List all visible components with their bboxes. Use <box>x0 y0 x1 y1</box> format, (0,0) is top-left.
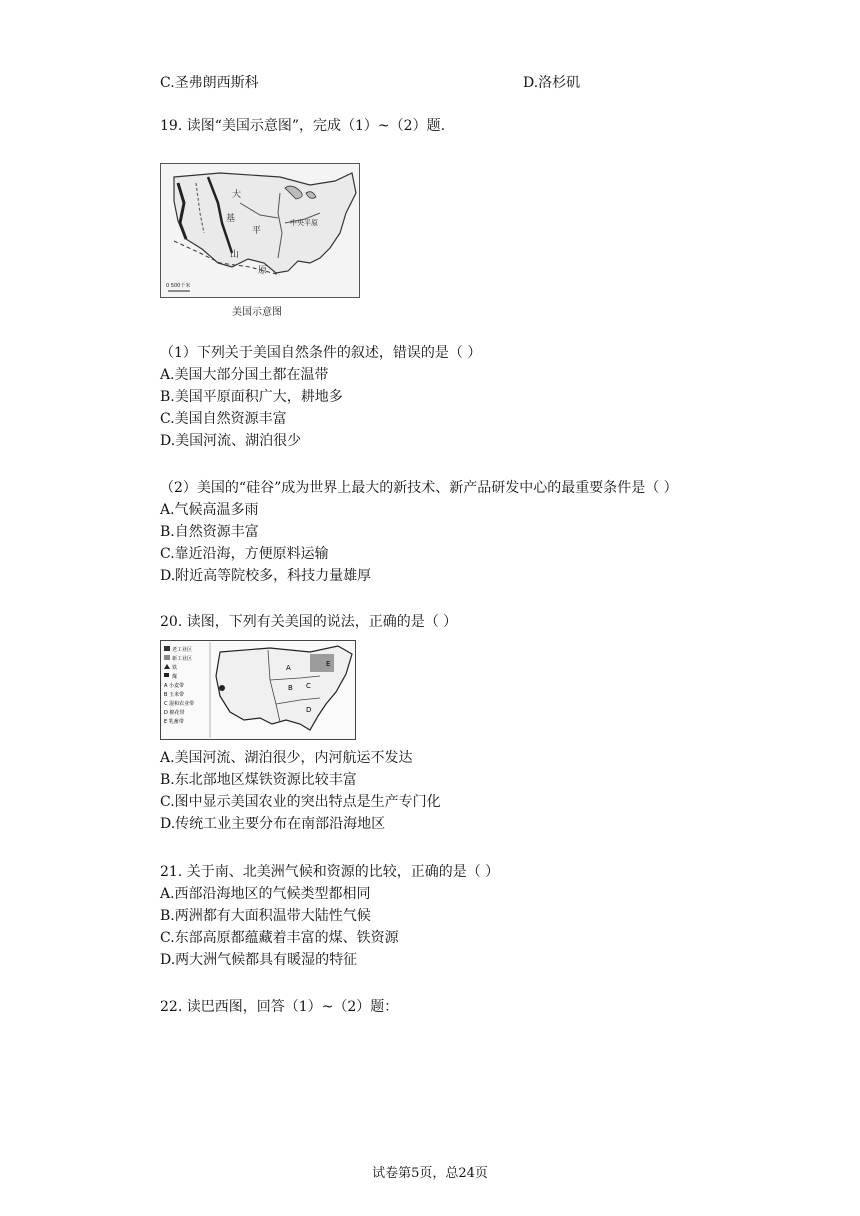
q19-sub1-option-c: C.美国自然资源丰富 <box>160 411 287 427</box>
q21-stem: 21. 关于南、北美洲气候和资源的比较，正确的是（ ） <box>160 864 500 880</box>
q20-option-b: B.东北部地区煤铁资源比较丰富 <box>160 772 357 788</box>
map-label-da: 大 <box>232 190 242 200</box>
map-caption: 美国示意图 <box>232 307 282 318</box>
q20-option-c: C.图中显示美国农业的突出特点是生产专门化 <box>160 794 441 810</box>
q20-option-d: D.传统工业主要分布在南部沿海地区 <box>160 816 386 832</box>
map-label-yuan: 原 <box>258 266 268 276</box>
map-label-shan: 山 <box>230 250 240 260</box>
q20-option-a: A.美国河流、湖泊很少，内河航运不发达 <box>160 750 413 766</box>
q20-stem: 20. 读图，下列有关美国的说法，正确的是（ ） <box>160 614 458 630</box>
q18-option-d: D.洛杉矶 <box>523 75 581 91</box>
legend-a: A 小麦带 <box>164 683 185 689</box>
q19-sub2-option-d: D.附近高等院校多，科技力量雄厚 <box>160 568 372 584</box>
legend-coal: 煤 <box>172 674 178 680</box>
legend-new-industry: 新工业区 <box>172 656 193 662</box>
legend-e: E 乳畜带 <box>164 719 184 725</box>
us-agriculture-industry-map <box>160 640 356 740</box>
legend-old-industry: 老工业区 <box>172 647 193 653</box>
us-sketch-map-figure <box>160 163 362 326</box>
q19-sub1-option-a: A.美国大部分国土都在温带 <box>160 367 329 383</box>
page-footer: 试卷第5页，总24页 <box>372 1166 488 1181</box>
q19-sub1-option-b: B.美国平原面积广大，耕地多 <box>160 389 343 405</box>
legend-iron: 铁 <box>172 665 178 671</box>
q19-sub2-option-c: C.靠近沿海，方便原料运输 <box>160 546 329 562</box>
map-label-central-plain: 中央平原 <box>290 219 318 227</box>
region-label-c: C <box>306 682 311 690</box>
region-label-b: B <box>288 684 293 692</box>
q21-option-b: B.两洲都有大面积温带大陆性气候 <box>160 908 371 924</box>
q19-sub1-option-d: D.美国河流、湖泊很少 <box>160 433 302 449</box>
region-label-e: E <box>326 660 331 668</box>
region-label-a: A <box>286 664 291 672</box>
q21-option-d: D.两大洲气候都具有暖湿的特征 <box>160 952 358 968</box>
q19-sub2-option-b: B.自然资源丰富 <box>160 524 259 540</box>
map-label-ji: 基 <box>226 214 236 224</box>
map-scale-text: 0 500千米 <box>166 283 191 289</box>
legend-d: D 棉花带 <box>164 710 185 716</box>
q21-option-a: A.西部沿海地区的气候类型都相同 <box>160 886 371 902</box>
q19-stem: 19. 读图“美国示意图”，完成（1）~（2）题. <box>160 118 446 134</box>
q19-sub2-stem: （2）美国的“硅谷”成为世界上最大的新技术、新产品研发中心的最重要条件是（ ） <box>160 480 678 496</box>
q19-sub1-stem: （1）下列关于美国自然条件的叙述，错误的是（ ） <box>160 345 482 361</box>
region-label-d: D <box>306 706 312 714</box>
q22-stem: 22. 读巴西图，回答（1）~（2）题： <box>160 999 399 1015</box>
legend-c: C 混和农业带 <box>164 701 195 707</box>
q18-option-c: C.圣弗朗西斯科 <box>160 75 259 91</box>
us-agriculture-industry-map-figure <box>160 640 356 747</box>
legend-b: B 玉米带 <box>164 692 185 698</box>
q21-option-c: C.东部高原都蕴藏着丰富的煤、铁资源 <box>160 930 399 946</box>
map-label-ping: 平 <box>252 226 262 236</box>
q19-sub2-option-a: A.气候高温多雨 <box>160 502 259 518</box>
us-sketch-map <box>160 163 362 319</box>
